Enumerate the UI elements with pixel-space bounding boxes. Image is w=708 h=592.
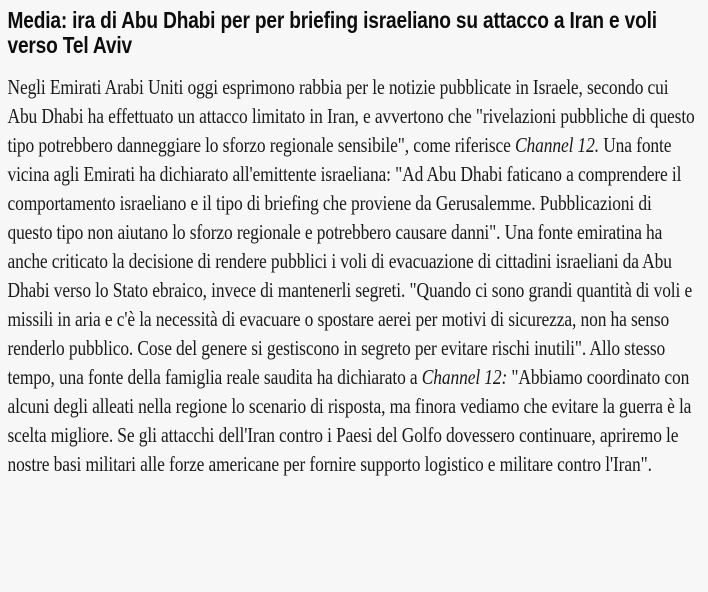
publication-name: Channel 12: — [421, 365, 508, 389]
article-headline: Media: ira di Abu Dhabi per per briefing israeliano su attacco a Iran e voli verso Tel Aviv — [7, 7, 657, 58]
body-text-segment: Negli Emirati Arabi Uniti oggi esprimono rabbia per le notizie pubblicate in Israele, secondo cui Abu Dhabi ha effettuato un attacco limitato in Iran, e avvertono che "rivelazioni pubbliche di questo tipo potrebbero danneggiare lo sforzo regionale sensibile", come riferisce — [7, 75, 695, 157]
body-text-segment: Una fonte vicina agli Emirati ha dichiarato all'emittente israeliana: "Ad Abu Dhabi faticano a comprendere il comportamento israeliano e il tipo di briefing che proviene da Gerusalemme. Pubblicazioni di questo tipo non aiutano lo sforzo regionale e potrebbero causare danni". Una fonte emiratina ha anche criticato la decisione di rendere pubblici i voli di evacuazione di cittadini israeliani da Abu Dhabi verso lo Stato ebraico, invece di mantenerli segreti. "Quando ci sono grandi quantità di voli e missili in aria e c'è la necessità di evacuare o spostare aerei per motivi di sicurezza, non ha senso renderlo pubblico. Cose del genere si gestiscono in segreto per evitare rischi inutili". Allo stesso tempo, una fonte della famiglia reale saudita ha dichiarato a — [7, 133, 693, 389]
publication-name: Channel 12. — [515, 133, 599, 157]
body-text-segment: "Abbiamo coordinato con alcuni degli alleati nella regione lo scenario di risposta, ma finora vediamo che evitare la guerra è la scelta migliore. Se gli attacchi dell'Iran contro i Paesi del Golfo dovessero continuare, apriremo le nostre basi militari alle forze americane per fornire supporto logistico e militare contro l'Iran". — [7, 365, 692, 476]
article-body — [7, 73, 696, 479]
